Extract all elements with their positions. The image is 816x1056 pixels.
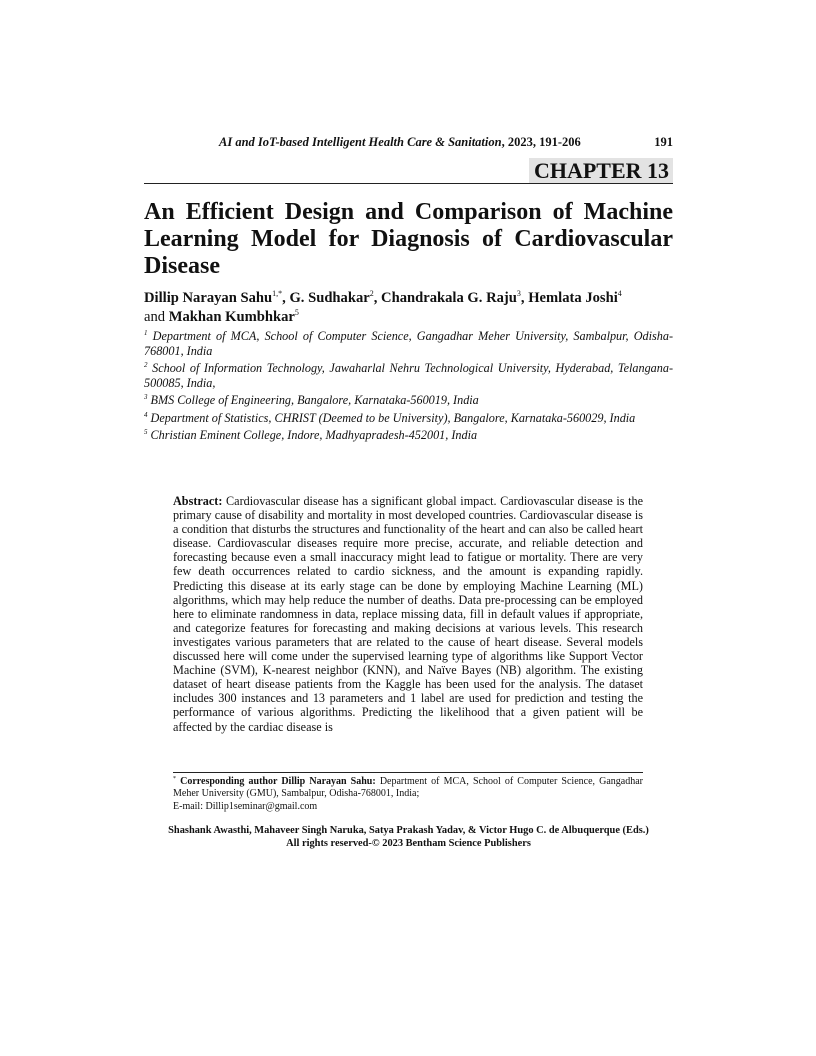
running-header: [219, 134, 673, 150]
affiliation-text: Christian Eminent College, Indore, Madhyapradesh-452001, India: [150, 428, 478, 442]
author-affil-marker: 1,*: [272, 289, 283, 298]
affiliation: [144, 329, 673, 358]
affiliation-text: BMS College of Engineering, Bangalore, Karnataka-560019, India: [150, 393, 479, 407]
footnote-heading: Corresponding author Dillip Narayan Sahu:: [180, 776, 376, 787]
page-footer: [144, 825, 673, 850]
journal-details: , 2023, 191-206: [501, 135, 581, 149]
footnote-email: E-mail: Dillip1seminar@gmail.com: [173, 800, 318, 812]
author-affil-marker: 5: [294, 308, 299, 317]
abstract: [173, 494, 643, 734]
author-affil-marker: 4: [617, 289, 622, 298]
paper-title: An Efficient Design and Comparison of Machine Learning Model for Diagnosis of Cardiovascular Disease: [144, 199, 673, 279]
editors-line: Shashank Awasthi, Mahaveer Singh Naruka, Satya Prakash Yadav, & Victor Hugo C. de Albuquerque (Eds.): [168, 825, 649, 836]
author-affil-marker: 2: [369, 289, 374, 298]
author-separator: and: [144, 309, 169, 325]
affiliation: [144, 428, 673, 443]
author-list: [144, 289, 673, 327]
affiliation-text: Department of Statistics, CHRIST (Deemed to be University), Bangalore, Karnataka-560029, India: [150, 410, 636, 425]
affiliation-text: School of Information Technology, Jawaharlal Nehru Technological University, Hyderabad, Telangana- 500085, India,: [144, 361, 673, 390]
affiliation-list: [144, 329, 673, 446]
corresponding-author-footnote: [173, 776, 643, 813]
affiliation: [144, 411, 673, 426]
chapter-label: CHAPTER 13: [529, 158, 673, 183]
abstract-label: Abstract:: [173, 494, 223, 508]
author-name: Dillip Narayan Sahu: [144, 290, 273, 306]
chapter-divider: [144, 183, 673, 184]
affiliation-number: 3: [144, 393, 148, 401]
affiliation-number: 2: [144, 361, 148, 369]
author-name: G. Sudhakar: [289, 290, 370, 306]
footnote-divider: [173, 772, 643, 773]
author-separator: ,: [520, 290, 529, 306]
journal-title: AI and IoT-based Intelligent Health Care & Sanitation: [219, 135, 502, 149]
author-separator: ,: [282, 290, 290, 306]
affiliation: [144, 361, 673, 390]
author-name: Hemlata Joshi: [528, 290, 618, 306]
author-separator: ,: [373, 290, 382, 306]
page-number: 191: [654, 135, 673, 149]
affiliation-number: 1: [144, 329, 148, 337]
affiliation: [144, 393, 673, 408]
author-affil-marker: 3: [516, 289, 521, 298]
abstract-text: Cardiovascular disease has a significant global impact. Cardiovascular disease is the primary cause of disability and mortality in most developed countries. Cardiovascular disease is a condition that disturbs the structures and functionality of the heart and can also be called heart disease. Cardiovascular diseases require more precise, accurate, and reliable detection and forecasting because even a small inaccuracy might lead to fatigue or mortality. There are very few death occurrences related to cardio sickness, and the amount is expanding rapidly. Predicting this disease at its early stage can be done by employing Machine Learning (ML) algorithms, which may help reduce the number of deaths. Data pre-processing can be employed here to eliminate randomness in data, replace missing data, fill in default values if appropriate, and categorize features for forecasting and making decisions at various levels. This research investigates various parameters that are related to the cause of heart disease. Several models discussed here will come under the supervised learning type of algorithms like Support Vector Machine (SVM), K-nearest neighbor (KNN), and Naïve Bayes (NB) algorithm. The existing dataset of heart disease patients from the Kaggle has been used for the analysis. The dataset includes 300 instances and 13 parameters and 1 label are used for prediction and testing the performance of various algorithms. Predicting the likelihood that a given patient will be affected by the cardiac disease is: [173, 494, 643, 734]
affiliation-text: Department of MCA, School of Computer Science, Gangadhar Meher University, Sambalpur, Odisha-768001, India: [144, 329, 673, 358]
footnote-marker: *: [173, 776, 176, 782]
author-name: Chandrakala G. Raju: [381, 290, 517, 306]
affiliation-number: 5: [144, 428, 148, 436]
footnote-text: Department of MCA, School of Computer Science, Gangadhar Meher University (GMU), Sambalpur, Odisha-768001, India;: [173, 776, 643, 800]
author-name: Makhan Kumbhkar: [168, 309, 295, 325]
rights-line: All rights reserved-© 2023 Bentham Science Publishers: [286, 837, 531, 849]
affiliation-number: 4: [144, 410, 148, 419]
